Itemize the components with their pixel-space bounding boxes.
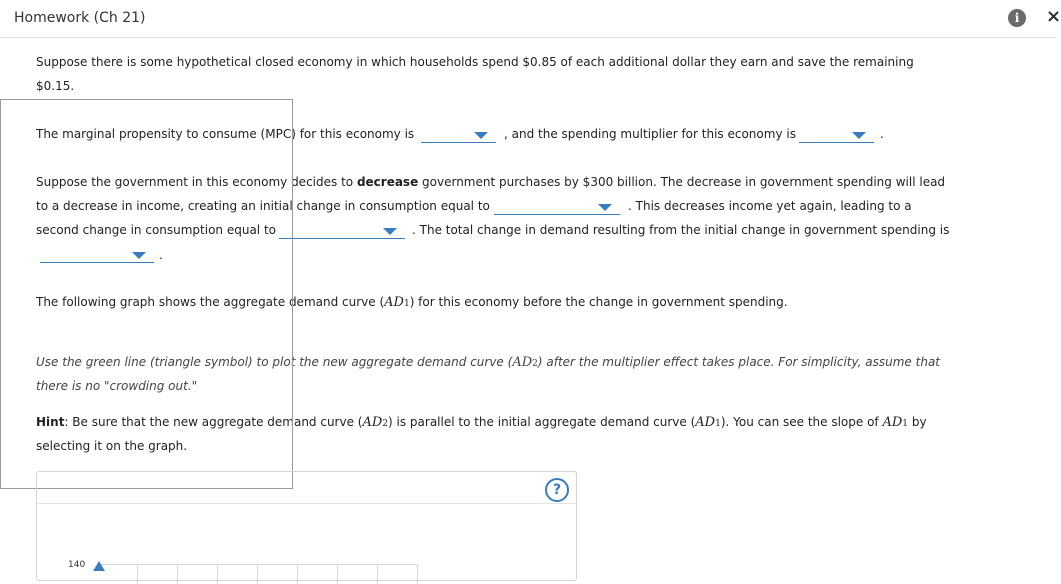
hint-ad2 (362, 415, 388, 430)
gov-line-1-b: government purchases by $300 billion. The decrease in government spending will lead (418, 175, 946, 189)
info-icon[interactable]: i (1008, 9, 1026, 27)
instruction-line-1 (36, 350, 940, 376)
y-tick-label: 140 (68, 560, 86, 570)
chevron-down-icon (383, 228, 397, 235)
intro-line-2: $0.15. (36, 79, 75, 93)
hint-ad1-sub: 1 (715, 419, 721, 429)
graph-intro (36, 290, 788, 316)
mpc-text: The marginal propensity to consume (MPC) for this economy is (36, 127, 415, 141)
gov-line-1 (36, 170, 945, 194)
gov-line-3-b: . The total change in demand resulting from the initial change in government spending is (412, 223, 950, 237)
mpc-question (36, 122, 414, 146)
grid-line (377, 564, 378, 584)
chevron-down-icon (598, 204, 612, 211)
grid-line (257, 564, 258, 584)
hint-ad1-b-sub: 1 (902, 419, 909, 429)
gov-line-1-bold: decrease (356, 175, 419, 189)
ad2-var-sub: 2 (532, 359, 538, 369)
grid-line (297, 564, 298, 584)
instr-b: ) after the multiplier effect takes place. For simplicity, assume that (537, 355, 940, 369)
hint-line-2: selecting it on the graph. (36, 439, 188, 453)
hint-c: ). You can see the slope of (720, 415, 883, 429)
total-change-dropdown[interactable] (40, 248, 154, 263)
gov-line-4-end: . (159, 248, 163, 262)
triangle-marker-icon[interactable] (93, 561, 105, 571)
hint-ad1-b-text: AD (882, 415, 903, 430)
top-bar (0, 0, 1061, 38)
second-change-dropdown[interactable] (279, 224, 405, 239)
grid-line (177, 564, 178, 584)
initial-change-dropdown[interactable] (494, 200, 620, 215)
gov-line-2-a: to a decrease in income, creating an initial change in consumption equal to (36, 199, 490, 213)
hint-ad1 (695, 415, 721, 430)
multiplier-dropdown[interactable] (799, 128, 874, 143)
hint-ad1-text: AD (695, 415, 716, 430)
ad2-var-text: AD (512, 355, 533, 370)
intro-line-1: Suppose there is some hypothetical closed economy in which households spend $0.85 of each additional dollar they earn and save the remaining (36, 55, 914, 69)
gov-line-2-b: . This decreases income yet again, leading to a (628, 199, 912, 213)
grid-line (217, 564, 218, 584)
mpc-dropdown[interactable] (421, 128, 496, 143)
hint-a: : Be sure that the new aggregate demand curve ( (64, 415, 363, 429)
ad1-var-sub: 1 (403, 299, 410, 309)
hint-ad2-sub: 2 (382, 419, 389, 429)
gov-line-1-a: Suppose the government in this economy decides to (36, 175, 357, 189)
hint-line-1 (36, 410, 927, 436)
graph-divider (37, 503, 576, 504)
grid-line (337, 564, 338, 584)
instr-a: Use the green line (triangle symbol) to plot the new aggregate demand curve ( (36, 355, 513, 369)
hint-d: by (908, 415, 927, 429)
grid-top-line (99, 564, 417, 565)
close-icon[interactable]: × (1046, 6, 1061, 27)
ad1-var-text: AD (384, 295, 404, 310)
graph-intro-a: The following graph shows the aggregate demand curve ( (36, 295, 385, 309)
help-icon[interactable]: ? (545, 478, 569, 502)
hint-ad1-b (882, 415, 908, 430)
multiplier-text: , and the spending multiplier for this economy is (504, 127, 796, 141)
grid-line (137, 564, 138, 584)
hint-label: Hint (36, 415, 65, 429)
ad2-var (512, 355, 538, 370)
ad1-var (384, 295, 410, 310)
chevron-down-icon (474, 132, 488, 139)
chevron-down-icon (132, 252, 146, 259)
instruction-line-2: there is no "crowding out." (36, 379, 198, 393)
graph-intro-b: ) for this economy before the change in government spending. (409, 295, 788, 309)
assignment-title: Homework (Ch 21) (14, 10, 146, 26)
hint-b: ) is parallel to the initial aggregate demand curve ( (388, 415, 696, 429)
mpc-period: . (880, 127, 884, 141)
grid-line (417, 564, 418, 584)
hint-ad2-text: AD (362, 415, 383, 430)
gov-line-3-a: second change in consumption equal to (36, 223, 277, 237)
graph-panel[interactable] (36, 471, 577, 581)
chevron-down-icon (852, 132, 866, 139)
